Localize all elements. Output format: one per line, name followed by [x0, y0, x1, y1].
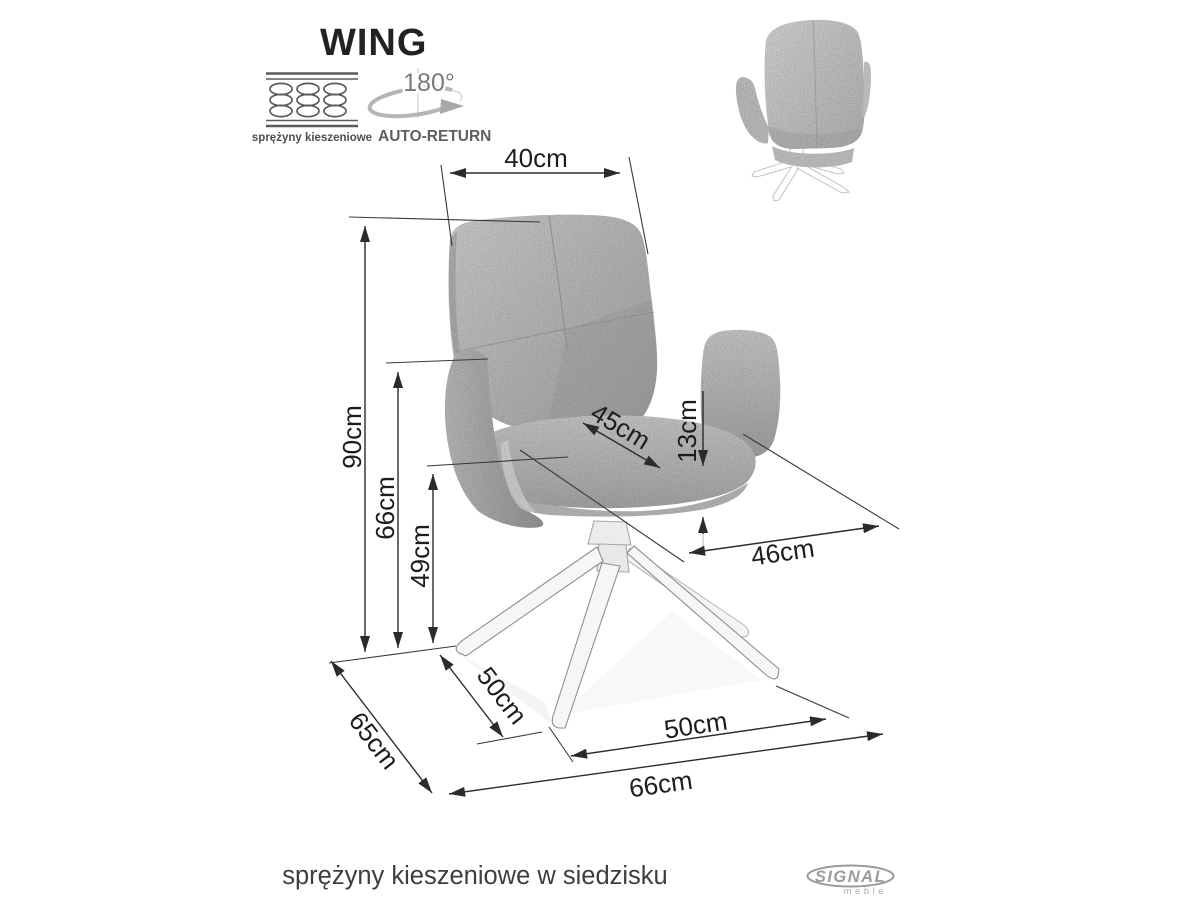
dim-label-armrest-height: 66cm	[370, 476, 400, 540]
dim-label-base-depth: 65cm	[342, 706, 406, 775]
page-title: WING	[320, 22, 428, 64]
dim-label-armrest-above-seat: 13cm	[672, 399, 702, 463]
dim-label-seat-width: 45cm	[585, 397, 656, 456]
brand-name: SIGNAL	[814, 868, 887, 886]
rotation-degrees-label: 180°	[403, 69, 455, 97]
brand-subtitle: meble	[843, 886, 887, 897]
floor-reference-line	[329, 646, 456, 663]
auto-return-label: AUTO-RETURN	[378, 128, 492, 145]
dim-label-backrest-width: 40cm	[504, 143, 568, 173]
chair-thumbnail-rear-view	[736, 20, 871, 201]
brand-logo	[808, 866, 894, 898]
footer-caption: sprężyny kieszeniowe w siedzisku	[282, 862, 668, 890]
dim-label-base-width: 66cm	[627, 764, 695, 804]
dimension-base-depth	[331, 661, 432, 793]
pocket-springs-icon	[252, 74, 372, 145]
chair-drawing	[445, 215, 780, 728]
springs-icon-label: sprężyny kieszeniowe	[251, 132, 373, 144]
auto-return-rotation-icon	[370, 68, 492, 145]
dim-label-seat-depth: 46cm	[749, 532, 817, 572]
dim-label-total-height: 90cm	[337, 405, 367, 469]
chair-column	[588, 521, 631, 545]
dim-label-base-front-span: 50cm	[662, 705, 730, 745]
thumb-chair-backrest	[765, 20, 865, 149]
dim-label-base-side-span: 50cm	[470, 661, 534, 730]
dim-label-seat-height: 49cm	[405, 524, 435, 588]
thumb-chair-left-armrest	[736, 77, 769, 143]
